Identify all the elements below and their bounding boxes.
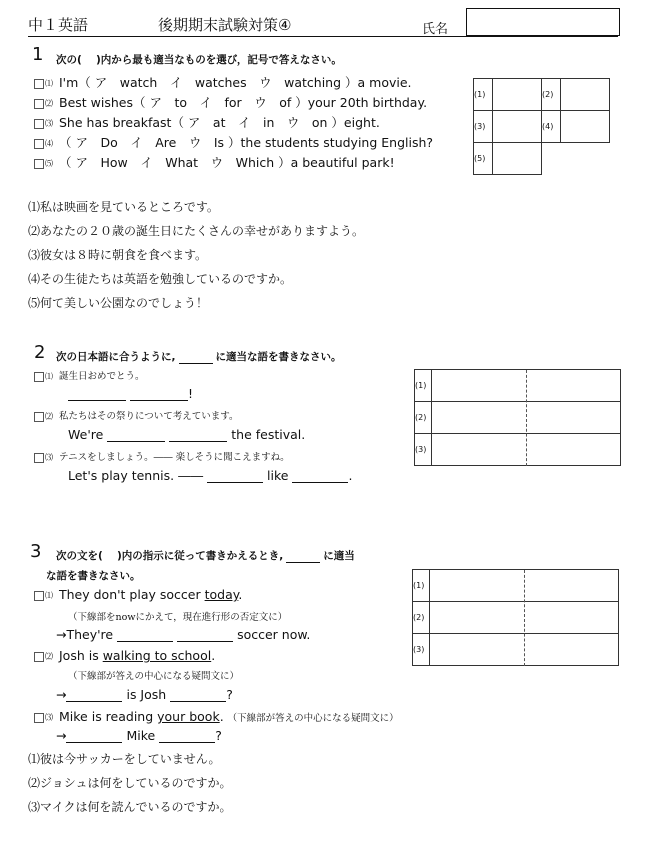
blank[interactable] [66,701,122,702]
blank[interactable] [292,482,348,483]
s3-q1-note: （下線部をnowにかえて，現在進行形の否定文に） [68,612,288,623]
s1-translation-2: ⑵あなたの２０歳の誕生日にたくさんの幸せがありますよう。 [28,224,365,238]
blank[interactable] [107,441,165,442]
checkbox[interactable] [34,119,44,129]
checkbox[interactable] [34,591,44,601]
checkbox[interactable] [34,713,44,723]
answer-label: (3) [474,111,493,143]
checkbox[interactable] [34,453,44,463]
s3-translation-3: ⑶マイクは何を読んでいるのですか。 [28,800,232,814]
s2-q1-answer: ! [68,386,193,401]
section-1-number: 1 [32,44,44,65]
section-3-instruction-cont: な語を書きなさい。 [46,570,141,582]
blank[interactable] [159,742,215,743]
blank[interactable] [177,641,233,642]
checkbox[interactable] [34,372,44,382]
answer-cell[interactable] [493,111,542,143]
s2-q3-ja: ⑶ テニスをしましょう。―― 楽しそうに聞こえますね。 [34,449,290,463]
blank[interactable] [169,441,227,442]
blank[interactable] [130,400,188,401]
checkbox[interactable] [34,99,44,109]
s3-q3: ⑶ Mike is reading your book. （下線部が答えの中心になる疑問文に） [34,709,399,724]
section-1-instruction: 次の( )内から最も適当なものを選び，記号で答えなさい。 [56,54,342,66]
blank[interactable] [207,482,263,483]
s1-translation-5: ⑸何て美しい公園なのでしょう！ [28,296,209,310]
answer-label: (2) [542,79,561,111]
section-3-instruction: 次の文を( )内の指示に従って書きかえるとき, に適当 [56,550,355,562]
answer-label: (1) [474,79,493,111]
answer-label: (2) [415,402,432,434]
name-label: 氏名 [422,22,449,37]
s3-translation-1: ⑴彼は今サッカーをしていません。 [28,752,221,766]
section-2-instruction: 次の日本語に合うように, に適当な語を書きなさい。 [56,351,342,363]
checkbox[interactable] [34,412,44,422]
section-2-number: 2 [34,342,46,363]
s2-q1-ja: ⑴ 誕生日おめでとう。 [34,368,145,382]
answer-label: (4) [542,111,561,143]
header-rule [28,36,618,37]
checkbox[interactable] [34,159,44,169]
s1-translation-1: ⑴私は映画を見ているところです。 [28,200,219,214]
s2-answer-grid [414,369,621,466]
blank[interactable] [170,701,226,702]
grade-subject: 中１英語 [28,16,89,34]
s3-q1-answer: →They're soccer now. [56,627,311,642]
answer-label: (5) [474,143,493,175]
s2-q2-ja: ⑵ 私たちはその祭りについて考えています。 [34,408,239,422]
blank[interactable] [68,400,126,401]
s3-grid-divider [524,570,525,666]
blank[interactable] [66,742,122,743]
checkbox[interactable] [34,79,44,89]
blank[interactable] [117,641,173,642]
answer-label: (3) [415,434,432,466]
s1-q3: ⑶ She has breakfast（ ア at イ in ウ on ）eight. [34,113,380,131]
s1-q4: ⑷ （ ア Do イ Are ウ Is ）the students studying English? [34,133,433,151]
checkbox[interactable] [34,652,44,662]
s1-answer-grid [473,78,610,175]
s3-q2-answer: → is Josh ? [56,687,233,702]
s3-answer-grid [412,569,619,666]
answer-cell[interactable] [493,79,542,111]
s3-q2-note: （下線部が答えの中心になる疑問文に） [68,671,240,682]
answer-cell[interactable] [493,143,542,175]
s3-q3-answer: → Mike ? [56,728,222,743]
answer-label: (2) [413,602,430,634]
s1-q2: ⑵ Best wishes（ ア to イ for ウ of ）your 20th birthday. [34,93,427,111]
answer-label: (1) [415,370,432,402]
answer-cell[interactable] [561,79,610,111]
answer-label: (3) [413,634,430,666]
blank-sample [286,562,320,563]
name-box[interactable] [466,8,620,36]
s2-grid-divider [526,370,527,466]
s3-translation-2: ⑵ジョシュは何をしているのですか。 [28,776,232,790]
s3-q1: ⑴ They don't play soccer today. [34,587,242,602]
checkbox[interactable] [34,139,44,149]
s3-q2: ⑵ Josh is walking to school. [34,648,215,663]
s1-translation-4: ⑷その生徒たちは英語を勉強しているのですか。 [28,272,293,286]
s2-q2-answer: We're the festival. [68,427,306,442]
blank-sample [179,363,213,364]
s1-q1: ⑴ I'm（ ア watch イ watches ウ watching ）a movie. [34,73,412,91]
answer-cell[interactable] [561,111,610,143]
section-3-number: 3 [30,541,42,562]
answer-label: (1) [413,570,430,602]
exam-title: 後期期末試験対策④ [158,16,292,34]
s1-translation-3: ⑶彼女は８時に朝食を食べます。 [28,248,208,262]
s1-q5: ⑸ （ ア How イ What ウ Which ）a beautiful park! [34,153,395,171]
s2-q3-answer: Let's play tennis. ―― like . [68,468,353,483]
